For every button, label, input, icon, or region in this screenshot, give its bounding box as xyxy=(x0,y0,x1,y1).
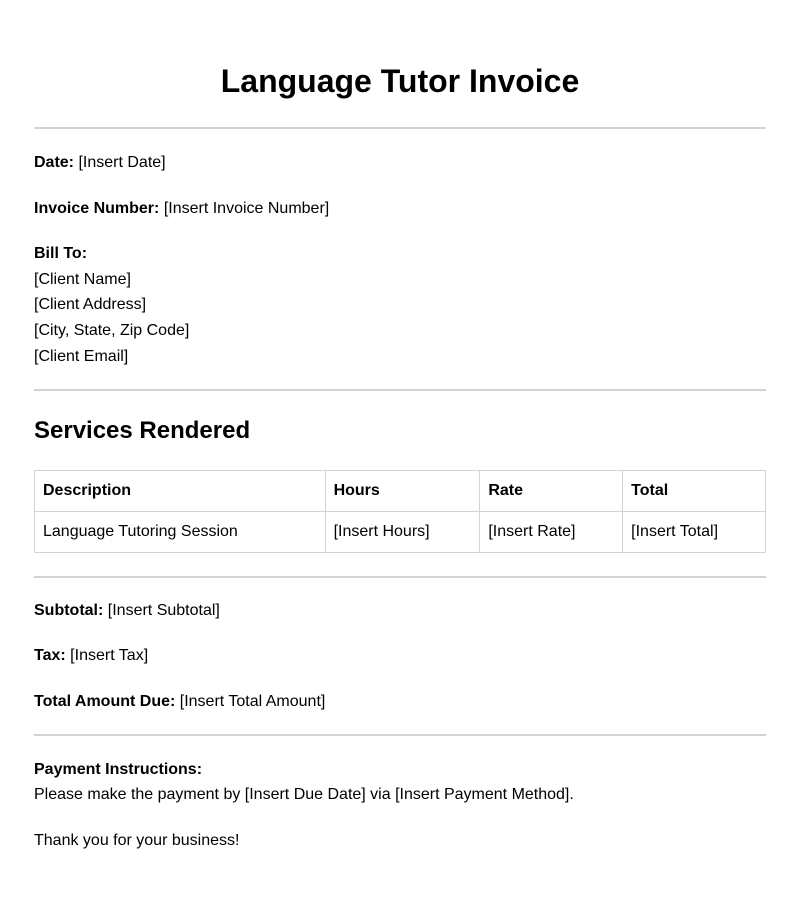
services-table xyxy=(34,470,766,553)
column-header-description: Description xyxy=(35,471,326,512)
cell-description: Language Tutoring Session xyxy=(35,512,326,553)
services-heading: Services Rendered xyxy=(34,417,251,444)
client-address: [Client Address] xyxy=(34,296,147,313)
total-due-line xyxy=(34,692,325,712)
payment-instructions-label: Payment Instructions: xyxy=(34,761,203,778)
tax-value: [Insert Tax] xyxy=(70,647,149,664)
divider xyxy=(34,576,766,578)
date-value: [Insert Date] xyxy=(78,154,166,171)
client-email: [Client Email] xyxy=(34,348,129,365)
subtotal-value: [Insert Subtotal] xyxy=(107,602,220,619)
column-header-total: Total xyxy=(623,471,766,512)
payment-instructions-text: Please make the payment by [Insert Due Date] via [Insert Payment Method]. xyxy=(34,786,574,803)
divider xyxy=(34,734,766,736)
column-header-rate: Rate xyxy=(480,471,623,512)
invoice-number-label: Invoice Number: xyxy=(34,200,160,217)
subtotal-line xyxy=(34,601,220,621)
client-name: [Client Name] xyxy=(34,271,131,288)
cell-total: [Insert Total] xyxy=(623,512,766,553)
invoice-number-line xyxy=(34,199,329,219)
page-title: Language Tutor Invoice xyxy=(220,63,580,99)
cell-rate: [Insert Rate] xyxy=(480,512,623,553)
closing-message: Thank you for your business! xyxy=(34,832,240,849)
date-label: Date: xyxy=(34,154,75,171)
client-city-state-zip: [City, State, Zip Code] xyxy=(34,322,190,339)
table-header-row xyxy=(35,471,766,512)
column-header-hours: Hours xyxy=(325,471,480,512)
table-row xyxy=(35,512,766,553)
date-line xyxy=(34,153,166,173)
invoice-number-value: [Insert Invoice Number] xyxy=(163,200,330,217)
cell-hours: [Insert Hours] xyxy=(325,512,480,553)
total-due-label: Total Amount Due: xyxy=(34,693,176,710)
tax-label: Tax: xyxy=(34,647,66,664)
bill-to-label: Bill To: xyxy=(34,245,88,262)
tax-line xyxy=(34,646,148,666)
divider xyxy=(34,127,766,129)
total-due-value: [Insert Total Amount] xyxy=(179,693,326,710)
divider xyxy=(34,389,766,391)
subtotal-label: Subtotal: xyxy=(34,602,104,619)
